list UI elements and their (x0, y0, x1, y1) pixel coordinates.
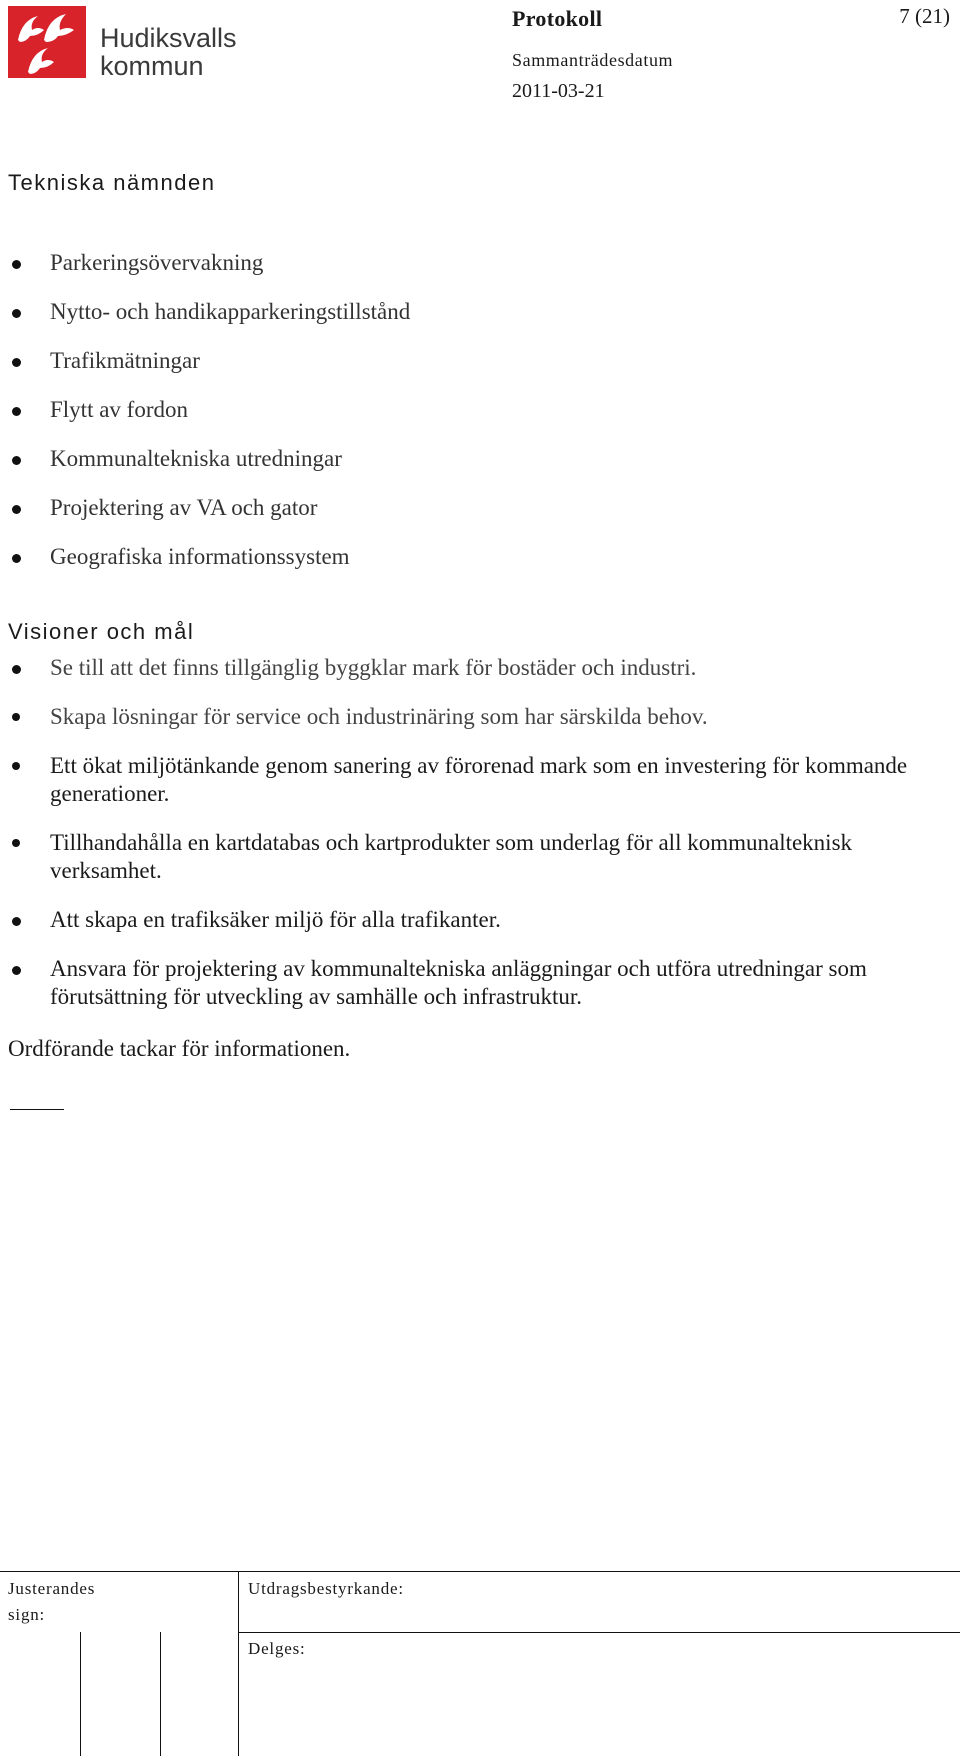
bullet-icon (12, 407, 21, 416)
signature-cell-divider (80, 1632, 81, 1756)
closing-statement: Ordförande tackar för informationen. (8, 1036, 351, 1061)
municipality-logo (8, 6, 248, 80)
meeting-date: 2011-03-21 (512, 80, 605, 102)
bullet-icon (12, 456, 21, 465)
justerandes-label: Justerandes sign: (8, 1579, 96, 1624)
logo-line-1: Hudiksvalls (100, 23, 237, 53)
signature-footer (0, 1571, 960, 1756)
vision-heading: Visioner och mål (8, 619, 195, 644)
logo-line-2: kommun (100, 51, 204, 81)
goat-emblem-icon (8, 6, 92, 80)
utdrag-label: Utdragsbestyrkande: (248, 1579, 404, 1598)
list-item: Flytt av fordon (8, 396, 948, 424)
bullet-icon (12, 505, 21, 514)
section-end-rule (10, 1109, 64, 1110)
list-item: Att skapa en trafiksäker miljö för alla trafikanter. (8, 906, 948, 934)
department-heading: Tekniska nämnden (8, 170, 216, 195)
list-item: Projektering av VA och gator (8, 494, 948, 522)
bullet-icon (12, 713, 20, 721)
bullet-icon (12, 358, 21, 367)
bullet-icon (12, 966, 21, 975)
bullet-icon (12, 260, 21, 269)
meeting-date-label: Sammanträdesdatum (512, 50, 674, 70)
document-type: Protokoll (512, 6, 603, 31)
list-item: Trafikmätningar (8, 347, 948, 375)
visions-list (8, 654, 948, 1032)
services-list (8, 249, 948, 592)
bullet-icon (12, 665, 21, 674)
list-item: Skapa lösningar för service och industrinäring som har särskilda behov. (8, 703, 948, 731)
list-item: Se till att det finns tillgänglig byggklar mark för bostäder och industri. (8, 654, 948, 682)
signature-cell-divider (160, 1632, 161, 1756)
list-item: Nytto- och handikapparkeringstillstånd (8, 298, 948, 326)
list-item: Kommunaltekniska utredningar (8, 445, 948, 473)
list-item: Geografiska informationssystem (8, 543, 948, 571)
list-item: Ett ökat miljötänkande genom sanering av förorenad mark som en investering för kommande generationer. (8, 752, 948, 808)
list-item: Tillhandahålla en kartdatabas och kartprodukter som underlag för all kommunalteknisk verksamhet. (8, 829, 948, 885)
bullet-icon (12, 309, 21, 318)
list-item: Ansvara för projektering av kommunaltekniska anläggningar och utföra utredningar som förutsättning för utveckling av samhälle och infrastruktur. (8, 955, 948, 1011)
bullet-icon (12, 554, 21, 563)
bullet-icon (12, 762, 20, 770)
footer-divider (238, 1572, 239, 1756)
logo-wordmark (100, 24, 237, 80)
bullet-icon (12, 839, 20, 847)
list-item: Parkeringsövervakning (8, 249, 948, 277)
footer-row-divider (238, 1632, 960, 1633)
bullet-icon (12, 917, 21, 926)
page-number: 7 (21) (899, 4, 950, 28)
delges-label: Delges: (248, 1639, 306, 1658)
